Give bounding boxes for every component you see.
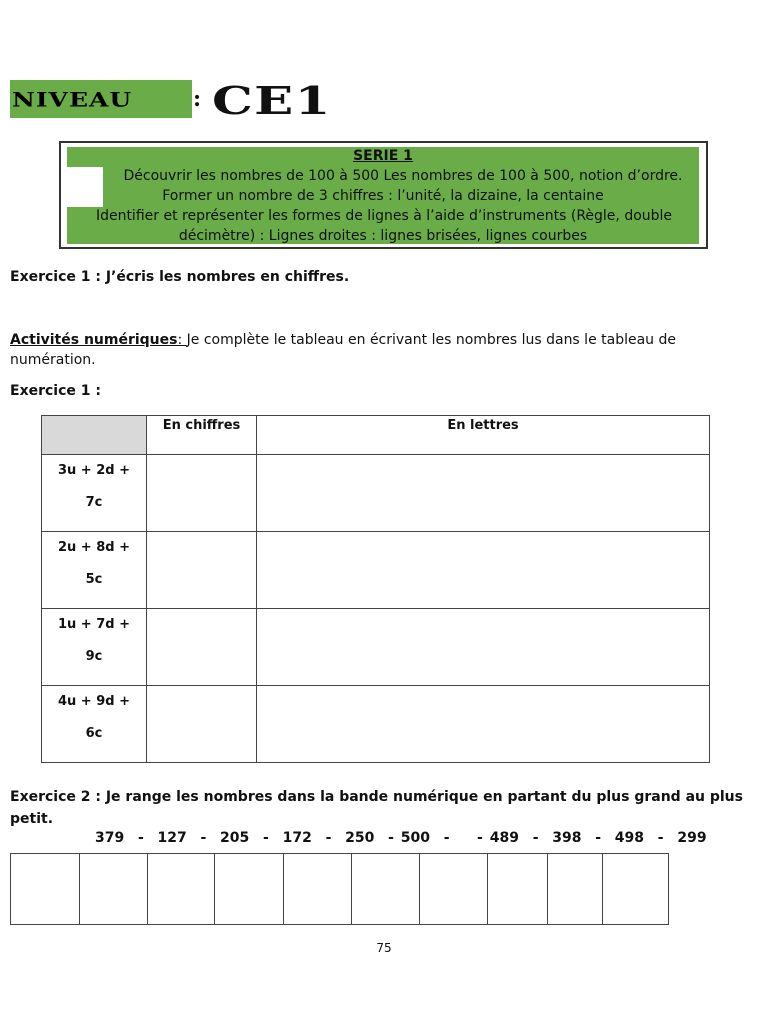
row-label-top: 2u + 8d + [57,540,130,555]
table-header-chiffres: En chiffres [147,416,257,455]
table-header-row [42,416,710,455]
activites-text-2: numération. [10,352,96,368]
exercise-1-title: Exercice 1 : J’écris les nombres en chiffres. [10,269,350,285]
band-cell[interactable] [11,854,80,924]
row-label [42,686,147,763]
band-cell[interactable] [488,854,549,924]
table-header-lettres: En lettres [257,416,710,455]
row-label-top: 1u + 7d + [57,617,130,632]
row-label [42,532,147,609]
row-label-bottom: 6c [85,726,103,741]
serie-line-3: Identifier et représenter les formes de lignes à l’aide d’instruments (Règle, double [95,208,673,224]
band-cell[interactable] [548,854,603,924]
answer-chiffres-cell[interactable] [147,686,257,763]
row-label-bottom: 9c [85,649,103,664]
exercise-1b-title: Exercice 1 : [10,383,101,399]
niveau-colon: : [193,86,202,112]
exercise-2-title [10,786,750,830]
exercise-2-title-line2: petit. [10,811,54,827]
serie-title: SERIE 1 [353,148,413,164]
table-row [42,609,710,686]
row-label [42,609,147,686]
band-cell[interactable] [420,854,488,924]
numbers-to-sort: 379 - 127 - 205 - 172 - 250 - 500 - - 489 - 398 - 498 - 299 [95,830,707,846]
row-label-top: 4u + 9d + [57,694,130,709]
row-label-top: 3u + 2d + [57,463,130,478]
answer-lettres-cell[interactable] [257,455,710,532]
band-cell[interactable] [284,854,352,924]
table-row [42,532,710,609]
table-header-corner [42,416,147,455]
row-label-bottom: 7c [85,495,103,510]
table-row [42,455,710,532]
serie-line-1: Découvrir les nombres de 100 à 500 Les nombres de 100 à 500, notion d’ordre. [123,168,683,184]
activites-label-suffix: : [177,332,187,348]
exercise-2-title-line1: Exercice 2 : Je range les nombres dans la bande numérique en partant du plus grand au plus [10,789,743,805]
answer-lettres-cell[interactable] [257,532,710,609]
row-label [42,455,147,532]
band-cell[interactable] [215,854,284,924]
row-label-bottom: 5c [85,572,103,587]
niveau-banner [10,80,192,118]
table-row [42,686,710,763]
serie-line-2: Former un nombre de 3 chiffres : l’unité, la dizaine, la centaine [162,188,604,204]
page-number: 75 [376,941,392,955]
band-cell[interactable] [352,854,420,924]
activites-paragraph [10,330,710,370]
answer-chiffres-cell[interactable] [147,455,257,532]
answer-lettres-cell[interactable] [257,686,710,763]
answer-chiffres-cell[interactable] [147,532,257,609]
band-cell[interactable] [603,854,668,924]
activites-label: Activités numériques [10,332,178,348]
number-band [10,853,669,925]
serie-line-4: décimètre) : Lignes droites : lignes brisées, lignes courbes [178,228,588,244]
answer-chiffres-cell[interactable] [147,609,257,686]
band-cell[interactable] [80,854,148,924]
answer-lettres-cell[interactable] [257,609,710,686]
activites-text-1: Je complète le tableau en écrivant les nombres lus dans le tableau de [186,332,676,348]
level-title: CE1 [212,78,332,123]
numeration-table [41,415,710,763]
niveau-label: NIVEAU [12,87,133,111]
band-cell[interactable] [148,854,216,924]
